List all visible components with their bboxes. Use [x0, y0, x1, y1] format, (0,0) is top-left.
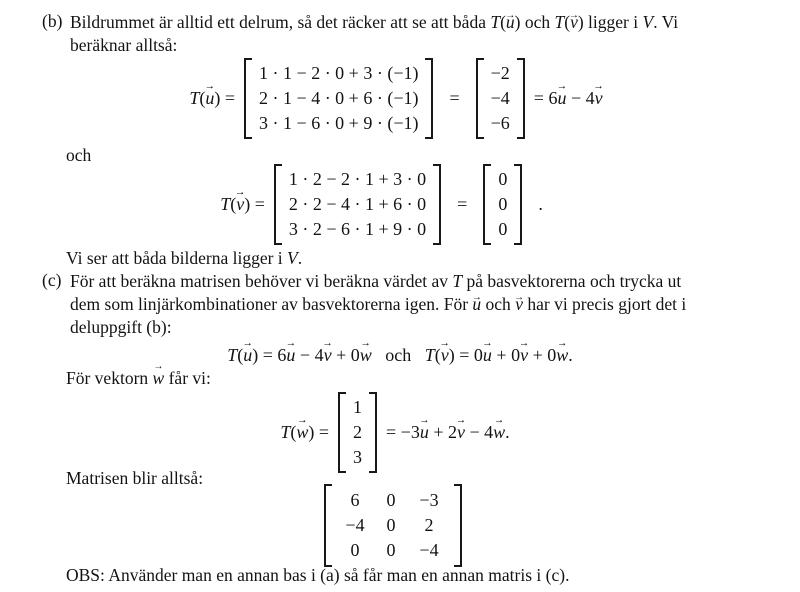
matrix-bracket-right	[517, 58, 525, 139]
vector-entry: 2	[353, 422, 363, 442]
och-connector: och	[66, 145, 92, 165]
item-c-line-1: För att beräkna matrisen behöver vi beräkna värdet av T på basvektorerna och trycka ut	[70, 271, 682, 291]
item-b	[42, 11, 774, 57]
equation-Tv-lhs: T(v →) =	[220, 194, 265, 215]
matrix-bracket-right	[425, 58, 433, 139]
matrix-row: 3 · 1 − 6 · 0 + 9 · (−1)	[259, 113, 419, 133]
equation-Tv-result-vector	[483, 164, 522, 245]
matrix-row: 2 · 2 − 4 · 1 + 6 · 0	[288, 194, 427, 214]
equation-Tu-result-vector	[476, 58, 525, 139]
matrix-cell: 0	[386, 515, 396, 535]
item-c-label: (c)	[42, 270, 62, 290]
vector-entry: 0	[498, 194, 508, 214]
equation-Tu-lhs: T(u →) =	[189, 88, 235, 109]
equation-Tw-lhs: T(w →) =	[280, 422, 329, 443]
item-c-paragraph	[70, 270, 774, 339]
item-c	[42, 270, 774, 339]
item-b-paragraph	[70, 11, 774, 57]
equation-Tv-computation-matrix	[274, 164, 441, 245]
equation-Tv	[0, 164, 770, 245]
vektorn-line: För vektorn w → får vi:	[66, 368, 211, 389]
equals-sign: =	[449, 88, 460, 108]
matrix-cell: 0	[350, 540, 360, 560]
matrix-bracket-left	[476, 58, 484, 139]
clipped-top-line	[84, 0, 360, 8]
vector-entry: 3	[353, 447, 363, 467]
matrix-bracket-left	[274, 164, 282, 245]
matrix-cell: 6	[350, 490, 360, 510]
equation-Tw-vector	[338, 392, 377, 473]
obs-line: OBS: Använder man en annan bas i (a) så får man en annan matris i (c).	[66, 565, 570, 585]
matrix-bracket-left	[244, 58, 252, 139]
matrix-bracket-left	[324, 484, 332, 567]
matrix-bracket-left	[338, 392, 346, 473]
final-matrix-body	[324, 484, 462, 567]
equation-Tu-computation-matrix	[244, 58, 433, 139]
matrix-row: 1 · 2 − 2 · 1 + 3 · 0	[288, 169, 427, 189]
matrix-cell: −3	[419, 490, 439, 510]
vector-entry: 0	[498, 169, 508, 189]
matrix-bracket-right	[454, 484, 462, 567]
matrisen-line: Matrisen blir alltså:	[66, 468, 204, 488]
matrix-row: 1 · 1 − 2 · 0 + 3 · (−1)	[259, 63, 419, 83]
matrix-cell: −4	[345, 515, 365, 535]
item-b-label: (b)	[42, 11, 63, 31]
equation-Tu	[0, 58, 792, 139]
matrix-cell: −4	[419, 540, 439, 560]
matrix-cell: 0	[386, 540, 396, 560]
vector-entry: −2	[490, 63, 510, 83]
vector-entry: −6	[490, 113, 510, 133]
vector-entry: −4	[490, 88, 510, 108]
equation-Tu-rhs: = 6u → − 4v →	[534, 88, 603, 109]
final-matrix	[0, 484, 786, 567]
bilderna-line: Vi ser att båda bilderna ligger i V.	[66, 248, 303, 268]
vector-entry: 1	[353, 397, 363, 417]
sentence-period: .	[538, 194, 543, 214]
matrix-row: 2 · 1 − 4 · 0 + 6 · (−1)	[259, 88, 419, 108]
matrix-bracket-right	[369, 392, 377, 473]
equation-Tw-rhs: = −3u → + 2v → − 4w →.	[386, 422, 510, 443]
item-c-line-2: dem som linjärkombinationer av basvektorerna igen. För u → och v → har vi precis gjort det i	[70, 293, 774, 316]
item-c-line-3: deluppgift (b):	[70, 317, 172, 337]
matrix-bracket-right	[433, 164, 441, 245]
matrix-bracket-left	[483, 164, 491, 245]
matrix-cell: 0	[386, 490, 396, 510]
matrix-cell: 2	[424, 515, 434, 535]
equation-Tw	[0, 392, 790, 473]
matrix-row: 3 · 2 − 6 · 1 + 9 · 0	[288, 219, 427, 239]
equals-sign: =	[457, 194, 468, 214]
item-b-line-2: beräknar alltså:	[70, 35, 178, 55]
equation-basis-line: T(u →) = 6u → − 4v → + 0w → och T(v →) = 0u → + 0v → + 0w →.	[0, 345, 800, 366]
vector-entry: 0	[498, 219, 508, 239]
item-b-line-1: Bildrummet är alltid ett delrum, så det räcker att se att båda T(u →) och T(v →) ligger i V. Vi	[70, 11, 774, 34]
matrix-bracket-right	[514, 164, 522, 245]
